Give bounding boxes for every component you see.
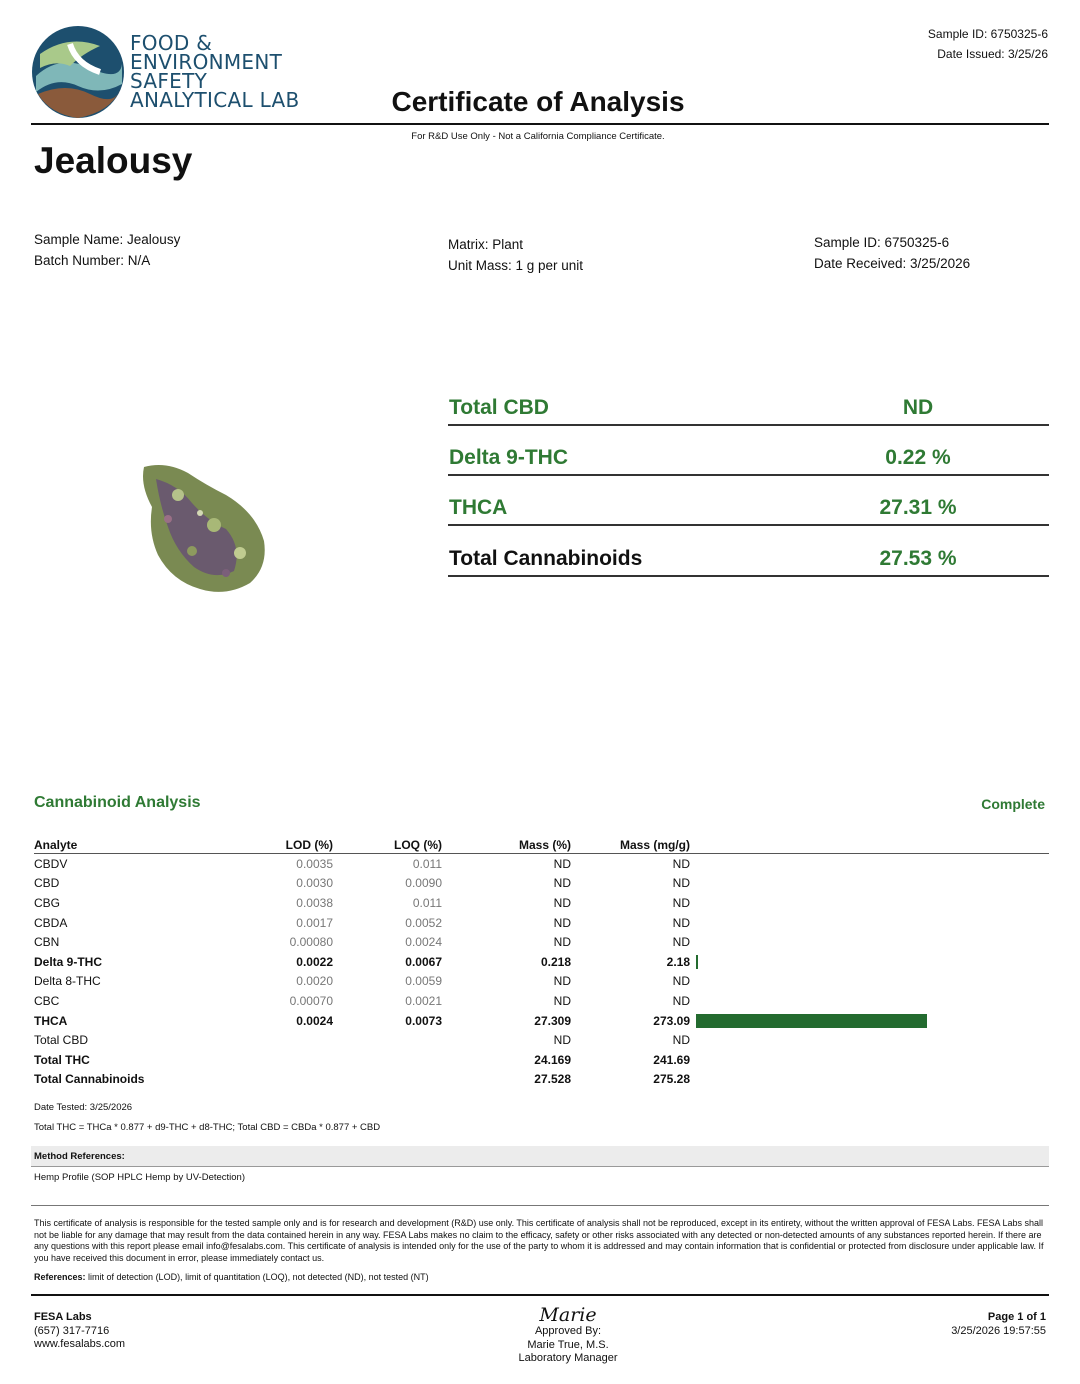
- loq-cell: 0.0067: [405, 954, 442, 969]
- bar-cell: [690, 972, 1049, 992]
- lod-cell: [234, 1030, 333, 1050]
- table-header-row: [34, 836, 1049, 854]
- mass-pct-cell: ND: [553, 876, 571, 891]
- sample-info-right: [814, 232, 970, 274]
- table-row: [34, 991, 1049, 1011]
- sample-id: Sample ID: 6750325-6: [814, 235, 950, 250]
- bar-cell: [690, 893, 1049, 913]
- loq-cell: 0.011: [412, 856, 442, 871]
- logo-line: ENVIRONMENT: [130, 50, 283, 74]
- table-row: [34, 1011, 1049, 1031]
- mass-mg-cell: 241.69: [653, 1052, 690, 1067]
- logo-line: ANALYTICAL LAB: [130, 88, 300, 112]
- logo-line: FOOD &: [130, 31, 213, 55]
- column-header: Analyte: [34, 836, 234, 854]
- header-sample-id: Sample ID: 6750325-6: [927, 27, 1048, 41]
- bar-cell: [690, 874, 1049, 894]
- mass-mg-cell: 275.28: [653, 1072, 690, 1087]
- method-divider: [31, 1205, 1049, 1206]
- table-row: [34, 1030, 1049, 1050]
- analyte-cell: Delta 9-THC: [34, 954, 103, 969]
- approver-name: Marie True, M.S.: [527, 1338, 609, 1351]
- date-received: Date Received: 3/25/2026: [814, 256, 971, 271]
- lod-cell: 0.0024: [296, 1013, 333, 1028]
- summary-label: Total CBD: [449, 396, 549, 419]
- mass-mg-cell: ND: [672, 935, 690, 950]
- table-row: [34, 1050, 1049, 1070]
- analyte-cell: CBC: [34, 993, 60, 1008]
- table-row: [34, 952, 1049, 972]
- header-meta: [808, 24, 1048, 64]
- analyte-cell: Total THC: [34, 1052, 90, 1067]
- summary-value: ND: [902, 396, 934, 419]
- references-text: limit of detection (LOD), limit of quantitation (LOQ), not detected (ND), not tested (NT): [85, 1272, 429, 1282]
- analyte-cell: CBD: [34, 876, 60, 891]
- sample-name: Sample Name: Jealousy: [34, 232, 181, 247]
- column-header: LOQ (%): [333, 836, 442, 854]
- table-row: [34, 913, 1049, 933]
- approver-title: Laboratory Manager: [518, 1352, 618, 1364]
- loq-cell: 0.0021: [405, 993, 442, 1008]
- summary-value: 27.53 %: [879, 547, 957, 570]
- summary-value: 0.22 %: [885, 446, 951, 469]
- loq-cell: [333, 1070, 442, 1090]
- loq-cell: 0.0024: [405, 935, 442, 950]
- analyte-cell: THCA: [34, 1013, 68, 1028]
- mass-mg-cell: ND: [672, 876, 690, 891]
- column-header: Mass (mg/g): [571, 836, 690, 854]
- analyte-cell: CBDV: [34, 856, 68, 871]
- analysis-status: Complete: [981, 796, 1045, 812]
- lod-cell: 0.0035: [296, 856, 333, 871]
- footer-phone: (657) 317-7716: [34, 1324, 110, 1337]
- mass-bar: [696, 1014, 927, 1028]
- table-row: [34, 893, 1049, 913]
- summary-label: Total Cannabinoids: [449, 547, 643, 570]
- analyte-cell: Total CBD: [34, 1033, 89, 1048]
- table-row: [34, 932, 1049, 952]
- analyte-cell: CBDA: [34, 915, 68, 930]
- loq-cell: 0.011: [412, 895, 442, 910]
- sample-info-left: [34, 229, 180, 271]
- footer-page-info: [951, 1311, 1046, 1338]
- mass-pct-cell: ND: [553, 1033, 571, 1048]
- footer-company: FESA Labs: [34, 1311, 92, 1323]
- summary-label: THCA: [449, 496, 508, 519]
- mass-pct-cell: ND: [553, 856, 571, 871]
- lod-cell: 0.00070: [289, 993, 333, 1008]
- loq-cell: 0.0052: [405, 915, 442, 930]
- loq-cell: [333, 1050, 442, 1070]
- bar-cell: [690, 913, 1049, 933]
- method-text: Hemp Profile (SOP HPLC Hemp by UV-Detection): [34, 1172, 246, 1183]
- page-title: Certificate of Analysis: [391, 86, 685, 117]
- mass-pct-cell: 24.169: [534, 1052, 571, 1067]
- column-header: LOD (%): [234, 836, 333, 854]
- bar-cell: [690, 952, 1049, 972]
- lod-cell: 0.0017: [296, 915, 333, 930]
- bar-cell: [690, 1070, 1049, 1090]
- lod-cell: 0.0038: [296, 895, 333, 910]
- table-row: [34, 972, 1049, 992]
- lod-cell: 0.0022: [296, 954, 333, 969]
- product-name: Jealousy: [34, 140, 193, 181]
- page-number: Page 1 of 1: [987, 1311, 1046, 1323]
- lab-logo-mark: [30, 24, 126, 120]
- mass-pct-cell: ND: [553, 935, 571, 950]
- mass-mg-cell: ND: [672, 993, 690, 1008]
- mass-pct-cell: ND: [553, 993, 571, 1008]
- loq-cell: 0.0090: [405, 876, 442, 891]
- summary-value: 27.31 %: [879, 496, 957, 519]
- loq-cell: [333, 1030, 442, 1050]
- bar-cell: [690, 1050, 1049, 1070]
- legal-disclaimer: This certificate of analysis is responsible for the tested sample only and is for research and development (R&D) use only. This certificate of analysis shall not be reproduced, except in its entirety, without the written approval of FESA Labs. FESA Labs shall not be liable for any damage that may result from the data contained herein in any way. FESA Labs makes no claim to the efficacy, safety or other risks associated with any detected or non-detected amounts of any substances reported herein. If there are any questions with this report please email info@fesalabs.com. This certificate of analysis is intended only for the use of the party to whom it is addressed and may contain information that is confidential or protected from disclosure under applicable law. If you have received this document in error, please immediately contact us.: [34, 1218, 1044, 1263]
- summary-label: Delta 9-THC: [449, 446, 569, 469]
- footer-timestamp: 3/25/2026 19:57:55: [951, 1324, 1046, 1337]
- date-tested: Date Tested: 3/25/2026: [34, 1102, 133, 1113]
- cannabinoid-table-body: [34, 854, 1049, 1090]
- approved-by-label: Approved By:: [534, 1325, 602, 1337]
- logo-line: SAFETY: [130, 69, 208, 93]
- mass-pct-cell: 27.309: [534, 1013, 571, 1028]
- summary-row-total-cbd: [448, 376, 1049, 426]
- bar-cell: [690, 991, 1049, 1011]
- header-divider: [31, 123, 1049, 125]
- sample-info-middle: [448, 234, 583, 276]
- analyte-cell: CBG: [34, 895, 61, 910]
- mass-pct-cell: 27.528: [534, 1072, 571, 1087]
- loq-cell: 0.0059: [405, 974, 442, 989]
- footer-divider: [31, 1294, 1049, 1296]
- column-header: Mass (%): [442, 836, 571, 854]
- table-row: [34, 874, 1049, 894]
- disclaimer: For R&D Use Only - Not a California Compliance Certificate.: [411, 131, 665, 142]
- matrix: Matrix: Plant: [448, 237, 524, 252]
- lod-cell: [234, 1050, 333, 1070]
- header-date-issued: Date Issued: 3/25/26: [937, 47, 1048, 61]
- summary-row-total-cannabinoids: [448, 527, 1049, 577]
- mass-pct-cell: ND: [553, 915, 571, 930]
- column-header-bar: [690, 836, 1049, 854]
- method-heading: Method References:: [34, 1151, 125, 1162]
- mass-mg-cell: ND: [672, 895, 690, 910]
- mass-pct-cell: ND: [553, 895, 571, 910]
- lod-cell: [234, 1070, 333, 1090]
- bar-cell: [690, 932, 1049, 952]
- references-label: References:: [34, 1272, 86, 1282]
- batch-number: Batch Number: N/A: [34, 253, 151, 268]
- analyte-cell: Delta 8-THC: [34, 974, 101, 989]
- bar-cell: [690, 854, 1049, 874]
- mass-bar: [696, 955, 698, 969]
- footer-website: www.fesalabs.com: [34, 1338, 126, 1350]
- footer-approval: [468, 1305, 668, 1366]
- total-formula: Total THC = THCa * 0.877 + d9-THC + d8-THC; Total CBD = CBDa * 0.877 + CBD: [34, 1122, 381, 1133]
- summary-row-delta9-thc: [448, 426, 1049, 476]
- mass-mg-cell: ND: [672, 974, 690, 989]
- table-row: [34, 854, 1049, 874]
- cannabinoid-table: [34, 836, 1049, 1089]
- mass-mg-cell: ND: [672, 915, 690, 930]
- loq-cell: 0.0073: [405, 1013, 442, 1028]
- unit-mass: Unit Mass: 1 g per unit: [448, 258, 584, 273]
- mass-mg-cell: 273.09: [653, 1013, 690, 1028]
- bar-cell: [690, 1030, 1049, 1050]
- lod-cell: 0.00080: [289, 935, 333, 950]
- mass-pct-cell: ND: [553, 974, 571, 989]
- lab-logo: [30, 24, 300, 120]
- lod-cell: 0.0030: [296, 876, 333, 891]
- mass-pct-cell: 0.218: [540, 954, 571, 969]
- table-row: [34, 1070, 1049, 1090]
- sample-photo: [130, 455, 280, 605]
- analyte-cell: CBN: [34, 935, 60, 950]
- signature: Marie: [539, 1304, 597, 1326]
- method-header-band: [31, 1146, 1049, 1167]
- mass-mg-cell: 2.18: [666, 954, 690, 969]
- analysis-title: Cannabinoid Analysis: [34, 794, 201, 811]
- summary-row-thca: [448, 476, 1049, 526]
- mass-mg-cell: ND: [672, 1033, 690, 1048]
- lod-cell: 0.0020: [296, 974, 333, 989]
- mass-mg-cell: ND: [672, 856, 690, 871]
- bar-cell: [690, 1011, 1049, 1031]
- footer-contact: [34, 1311, 125, 1352]
- references-line: [34, 1272, 429, 1284]
- analyte-cell: Total Cannabinoids: [34, 1072, 145, 1087]
